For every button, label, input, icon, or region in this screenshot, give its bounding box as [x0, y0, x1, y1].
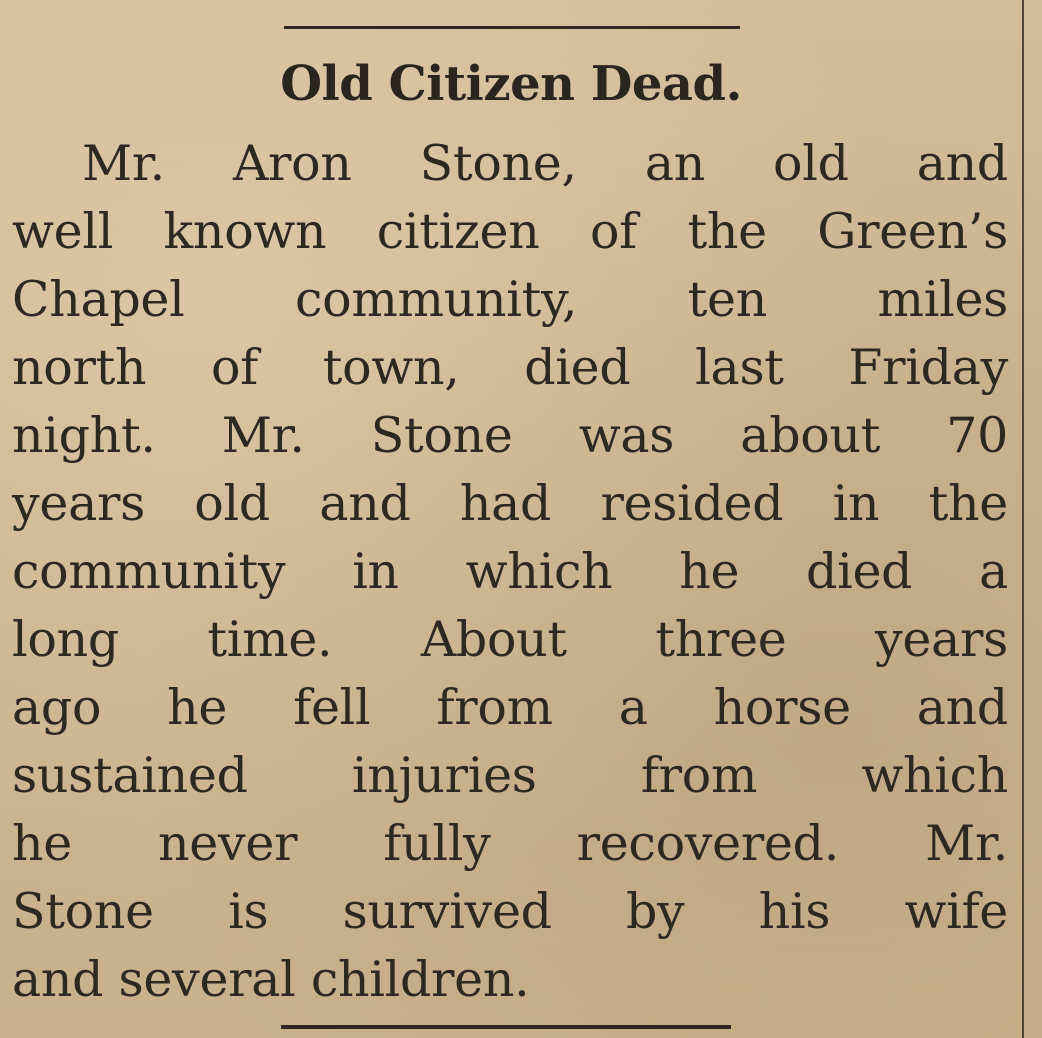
article-line-8: long time. About three years	[12, 611, 1008, 668]
article-line-5: night. Mr. Stone was about 70	[12, 407, 1008, 464]
article-line-6: years old and had resided in the	[12, 475, 1008, 532]
article-line-2: well known citizen of the Green’s	[12, 203, 1008, 260]
article-line-1: Mr. Aron Stone, an old and	[82, 135, 1008, 192]
article-body	[12, 130, 1008, 1014]
headline: Old Citizen Dead.	[280, 56, 742, 112]
article-line-11: he never fully recovered. Mr.	[12, 815, 1008, 872]
article-line-3: Chapel community, ten miles	[12, 271, 1008, 328]
article-line-9: ago he fell from a horse and	[12, 679, 1008, 736]
article-line-12: Stone is survived by his wife	[12, 883, 1008, 940]
top-rule	[284, 26, 740, 29]
article-line-7: community in which he died a	[12, 543, 1008, 600]
article-line-4: north of town, died last Friday	[12, 339, 1008, 396]
column-rule	[1022, 0, 1024, 1038]
article-line-10: sustained injuries from which	[12, 747, 1008, 804]
article-line-13: and several children.	[12, 951, 530, 1008]
bottom-rule	[281, 1025, 731, 1029]
